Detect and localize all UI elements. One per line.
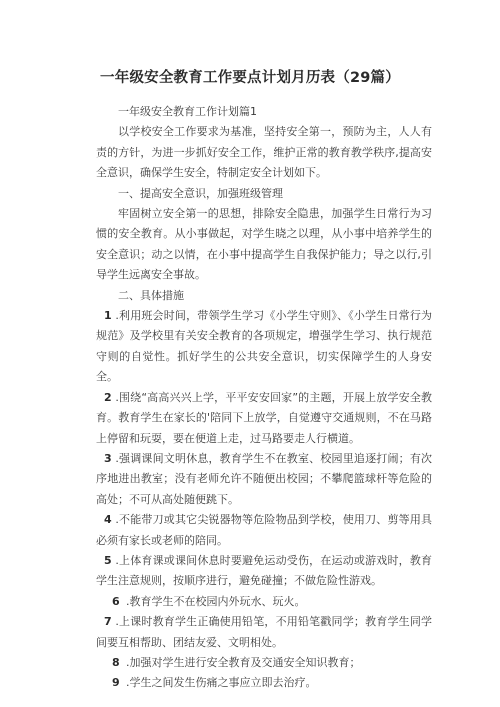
section-subheading: 一年级安全教育工作计划篇1 (118, 105, 257, 118)
measure-text: .强调课间文明休息，教育学生不在教室、校园里追逐打闹；有次序地进出教室；没有老师允许不随便出校园；不攀爬篮球杆等危险的高处；不可从高处随便跳下。 (96, 451, 432, 506)
measure-number: 2 (104, 390, 112, 404)
measure-number: 8 (112, 655, 120, 669)
section-2-title: 二、具体措施 (118, 288, 184, 302)
measure-text: .加强对学生进行安全教育及交通安全知识教育； (126, 655, 361, 669)
measure-text: .不能带刀或其它尖锐器物等危险物品到学校，使用刀、剪等用具必须有家长或老师的陪同。 (96, 513, 432, 547)
measure-text: .教育学生不在校园内外玩水、玩火。 (126, 594, 306, 608)
measure-number: 5 (104, 553, 112, 567)
intro-paragraph: 以学校安全工作要求为基准，坚持安全第一，预防为主，人人有责的方针，为进一步抓好安全工作，维护正常的教育教学秩序,提高安全意识，确保学生安全，特制定安全计划如下。 (96, 125, 432, 180)
measure-number: 6 (112, 594, 120, 608)
document-title: 一年级安全教育工作要点计划月历表（29篇） (100, 70, 400, 86)
measure-number: 3 (104, 451, 112, 465)
measure-item (96, 653, 432, 673)
measure-text: .上体育课或课间休息时要避免运动受伤，在运动或游戏时，教育学生注意规则，按顺序进行，避免碰撞；不做危险性游戏。 (96, 553, 432, 588)
section-1-body: 牢固树立安全第一的思想，排除安全隐患，加强学生日常行为习惯的安全教育。从小事做起，对学生晓之以理，从小事中培养学生的安全意识；动之以情，在小事中提高学生自我保护能力；导之以行,引导学生远离安全事故。 (96, 207, 432, 282)
measure-item (96, 592, 432, 612)
measure-item (96, 551, 432, 592)
measure-item (96, 612, 432, 653)
measure-item (96, 306, 432, 388)
measure-number: 4 (104, 513, 112, 527)
measure-text: .上课时教育学生正确使用铅笔，不用铅笔戳同学；教育学生同学间要互相帮助、团结友爱、文明相处。 (96, 615, 432, 649)
measure-number: 1 (104, 309, 112, 323)
measure-text: .利用班会时间，带领学生学习《小学生守则》、《小学生日常行为规范》及学校里有关安全教育的各项规定，增强学生学习、执行规范守则的自觉性。抓好学生的公共安全意识，切实保障学生的人身安全。 (96, 309, 433, 384)
measure-text: .围绕“高高兴兴上学，平平安安回家”的主题，开展上放学安全教育。教育学生在家长的'陪同下上放学，自觉遵守交通规则，不在马路上停留和玩耍，要在便道上走，过马路要走人行横道。 (96, 390, 432, 445)
measure-text: .学生之间发生伤痛之事应立即去治疗。 (126, 676, 317, 690)
measure-item (96, 673, 432, 693)
section-1-title: 一、提高安全意识，加强班级管理 (118, 186, 283, 200)
measure-item (96, 388, 432, 449)
measure-number: 7 (104, 615, 112, 629)
document-body (96, 102, 432, 694)
measure-item (96, 449, 432, 510)
measure-item (96, 510, 432, 551)
measure-number: 9 (112, 676, 120, 690)
